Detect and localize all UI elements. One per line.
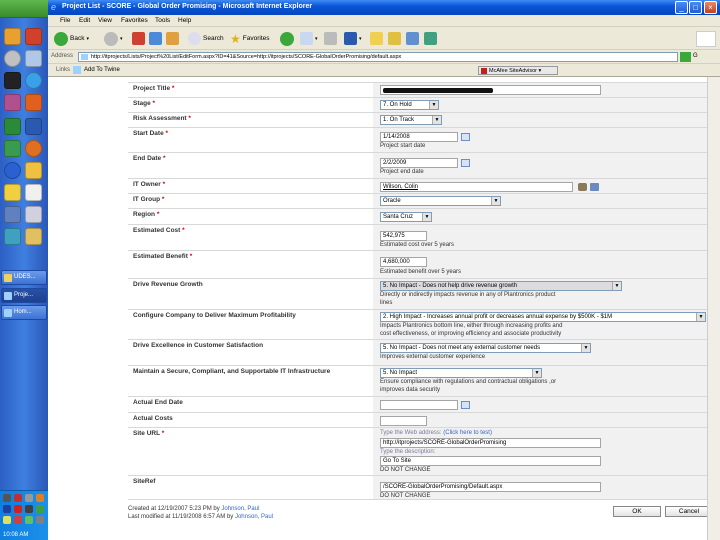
taskbar-button[interactable]: Hom...: [1, 305, 47, 320]
toolbar: [48, 27, 720, 50]
field-description: Ensure compliance with regulations and contractual obligations ,or: [380, 379, 557, 385]
quick-launch-icon[interactable]: [25, 228, 42, 245]
quick-launch-icon[interactable]: [4, 50, 21, 67]
print-icon: [324, 32, 337, 45]
tray-icon[interactable]: [3, 505, 11, 513]
actual-costs-input[interactable]: [380, 416, 427, 426]
media-player-icon[interactable]: [4, 162, 21, 179]
field-it-owner: IT Owner * Wilson, Colin: [128, 178, 720, 193]
test-link[interactable]: (Click here to test): [443, 430, 492, 436]
tray-icon[interactable]: [14, 505, 22, 513]
tray-icon[interactable]: [3, 516, 11, 524]
quick-launch-icon[interactable]: [4, 184, 21, 201]
refresh-button[interactable]: [149, 30, 162, 47]
history-button[interactable]: [280, 30, 294, 47]
excellence-select[interactable]: 5. No Impact - Does not meet any external customer needs ▼: [380, 343, 591, 353]
field-description: Impacts Plantronics bottom line, either through increasing profits and: [380, 323, 563, 329]
calendar-icon[interactable]: [461, 159, 470, 167]
print-button[interactable]: [324, 30, 337, 47]
project-title-input[interactable]: [380, 85, 601, 95]
field-estimated-cost: Estimated Cost * 542,975 Estimated cost over 5 years: [128, 224, 720, 250]
links-label: Links: [56, 67, 71, 73]
check-names-icon[interactable]: [578, 183, 587, 191]
word-icon: [344, 32, 357, 45]
estimated-cost-input[interactable]: 542,975: [380, 231, 427, 241]
tray-icon[interactable]: [14, 516, 22, 524]
end-date-input[interactable]: 2/2/2009: [380, 158, 458, 168]
clock: 10:08 AM: [3, 532, 29, 538]
tray-icon[interactable]: [25, 505, 33, 513]
menu-edit[interactable]: Edit: [79, 17, 91, 24]
chevron-down-icon: ▼: [532, 369, 541, 377]
notes-button[interactable]: [370, 30, 383, 47]
field-description: Estimated cost over 5 years: [380, 242, 455, 248]
url-hint: Type the Web address: (Click here to test): [380, 430, 492, 436]
messenger-button[interactable]: [406, 30, 419, 47]
refresh-icon: [149, 32, 162, 45]
address-input[interactable]: http://itprojects/Lists/Project%20List/EditForm.aspx?ID=41&Source=http://itprojects/SCORE-GlobalOrderPromising/default.aspx: [78, 52, 678, 62]
revenue-select[interactable]: 5. No Impact - Does not help drive revenue growth ▼: [380, 281, 622, 291]
risk-select[interactable]: 1. On Track ▼: [380, 115, 442, 125]
created-by-link[interactable]: Johnson, Paul: [221, 506, 260, 512]
ie-icon: [4, 309, 12, 317]
ie-icon: [4, 292, 12, 300]
field-region: Region * Santa Cruz ▼: [128, 208, 720, 224]
calendar-icon[interactable]: [461, 401, 470, 409]
left-panel: [48, 77, 128, 540]
quick-launch-icon[interactable]: [4, 228, 21, 245]
created-modified-info: Created at 12/19/2007 5:23 PM by Johnson, Paul Last modified at 11/19/2008 6:57 AM by Johnson, Paul: [128, 506, 273, 520]
chevron-down-icon: ▼: [491, 197, 500, 205]
note-icon: [370, 32, 383, 45]
scrollbar[interactable]: [707, 77, 720, 540]
search-button[interactable]: Search: [188, 30, 224, 47]
favorites-button[interactable]: ★ Favorites: [230, 31, 270, 46]
tray-icon[interactable]: [3, 494, 11, 502]
excel-icon[interactable]: [4, 118, 21, 135]
chevron-down-icon: ▼: [612, 282, 621, 290]
field-estimated-benefit: Estimated Benefit * 4,680,000 Estimated benefit over 5 years: [128, 250, 720, 278]
siteref-input[interactable]: /SCORE-GlobalOrderPromising/Default.aspx: [380, 482, 601, 492]
chevron-down-icon: ▼: [429, 101, 438, 109]
taskbar-button-active[interactable]: Proje...: [1, 288, 47, 303]
go-label: G: [693, 53, 698, 59]
maximize-button[interactable]: □: [689, 1, 702, 14]
field-drive-excellence: Drive Excellence in Customer Satisfaction 5. No Impact - Does not meet any external customer needs ▼ Improves external customer experience: [128, 339, 720, 365]
start-date-input[interactable]: 1/14/2008: [380, 132, 458, 142]
menu-favorites[interactable]: Favorites: [121, 17, 148, 24]
links-bar: [48, 64, 720, 77]
browse-icon[interactable]: [590, 183, 599, 191]
home-button[interactable]: [166, 30, 179, 47]
field-description: lines: [380, 300, 393, 306]
mail-button[interactable]: ▾: [300, 30, 318, 47]
link-add-to-twine[interactable]: Add To Twine: [84, 67, 120, 73]
tray-icon[interactable]: [25, 494, 33, 502]
quick-launch-icon[interactable]: [4, 140, 21, 157]
minimize-button[interactable]: _: [675, 1, 688, 14]
forward-arrow-icon: [104, 32, 118, 46]
description-hint: Type the description:: [380, 449, 436, 455]
address-bar: [48, 50, 720, 64]
firefox-icon[interactable]: [25, 140, 42, 157]
back-button[interactable]: Back ▾: [54, 30, 89, 47]
cancel-button[interactable]: Cancel: [665, 506, 713, 517]
calendar-icon[interactable]: [461, 133, 470, 141]
field-configure-profitability: Configure Company to Deliver Maximum Profitability 2. High Impact - Increases annual profit or decreases annual expense by $500K - $1M ▼ Impacts Plantronics bottom line, either through increasing profits and cost effectiveness, or improving efficiency and associate productivity: [128, 309, 720, 339]
taskbar-button[interactable]: UDES...: [1, 270, 47, 285]
page-content: [48, 77, 720, 540]
quick-launch-icon[interactable]: [25, 72, 42, 89]
tray-icon[interactable]: [14, 494, 22, 502]
required-marker: *: [171, 85, 175, 92]
chevron-down-icon: ▼: [422, 213, 431, 221]
it-owner-input[interactable]: Wilson, Colin: [380, 182, 573, 192]
extension-icon: [424, 32, 437, 45]
chevron-down-icon: ▼: [432, 116, 441, 124]
windows-logo: [696, 31, 716, 47]
search-icon: [188, 32, 201, 45]
infrastructure-select[interactable]: 5. No Impact ▼: [380, 368, 542, 378]
ie-icon: e: [51, 2, 57, 12]
field-description: Estimated benefit over 5 years: [380, 269, 462, 275]
region-select[interactable]: Santa Cruz ▼: [380, 212, 432, 222]
quick-launch-icon[interactable]: [4, 206, 21, 223]
history-icon: [280, 32, 294, 46]
site-url-input[interactable]: http://itprojects/SCORE-GlobalOrderPromising: [380, 438, 601, 448]
star-icon: ★: [230, 31, 241, 46]
field-note: DO NOT CHANGE: [380, 493, 431, 499]
title-bar: Project List - SCORE - Global Order Promising - Microsoft Internet Explorer: [48, 0, 720, 15]
quick-launch-icon[interactable]: [25, 28, 42, 45]
field-project-title: Project Title *: [128, 82, 720, 97]
mcafee-icon: [481, 68, 487, 74]
stop-button[interactable]: [132, 30, 145, 47]
field-description: Directly or indirectly impacts revenue in any of Plantronics product: [380, 292, 556, 298]
edit-button[interactable]: ▾: [344, 30, 362, 47]
field-risk-assessment: Risk Assessment * 1. On Track ▼: [128, 112, 720, 127]
field-note: DO NOT CHANGE: [380, 467, 431, 473]
field-it-group: IT Group * Oracle ▼: [128, 193, 720, 208]
field-stage: Stage * 7. On Hold ▼: [128, 97, 720, 112]
close-button[interactable]: ×: [704, 1, 717, 14]
forward-button[interactable]: ▾: [104, 30, 123, 47]
field-drive-revenue-growth: Drive Revenue Growth 5. No Impact - Does not help drive revenue growth ▼ Directly or indirectly impacts revenue in any of Plantronics product lines: [128, 278, 720, 309]
quick-launch-icon[interactable]: [25, 184, 42, 201]
field-description: Project start date: [380, 143, 426, 149]
chevron-down-icon: ▼: [696, 313, 705, 321]
tray-icon[interactable]: [36, 505, 44, 513]
modified-by-link[interactable]: Johnson, Paul: [234, 514, 273, 520]
home-icon: [166, 32, 179, 45]
field-description: improves data security: [380, 387, 441, 393]
it-group-select[interactable]: Oracle ▼: [380, 196, 501, 206]
stop-icon: [132, 32, 145, 45]
research-icon: [388, 32, 401, 45]
menu-tools[interactable]: Tools: [155, 17, 171, 24]
chevron-down-icon: ▼: [581, 344, 590, 352]
start-button[interactable]: [0, 0, 48, 18]
field-actual-costs: Actual Costs: [128, 412, 720, 427]
field-description: cost effectiveness, or improving efficiency and associate productivity: [380, 331, 562, 337]
field-actual-end-date: Actual End Date: [128, 396, 720, 412]
research-button[interactable]: [388, 30, 401, 47]
go-button[interactable]: [680, 52, 691, 62]
link-icon: [73, 66, 81, 74]
menu-bar: [48, 15, 720, 27]
tray-icon[interactable]: [36, 494, 44, 502]
site-url-description-input[interactable]: Go To Site: [380, 456, 601, 466]
field-siteref: SiteRef /SCORE-GlobalOrderPromising/Default.aspx DO NOT CHANGE: [128, 475, 720, 500]
extension-button[interactable]: [424, 30, 437, 47]
address-label: Address: [51, 53, 74, 59]
quick-launch-icon[interactable]: [25, 50, 42, 67]
mail-icon: [300, 32, 313, 45]
word-icon[interactable]: [25, 118, 42, 135]
mcafee-siteadvisor[interactable]: McAfee SiteAdvisor ▾: [478, 66, 558, 75]
page-icon: [81, 54, 88, 60]
quick-launch-icon[interactable]: [25, 94, 42, 111]
messenger-icon: [406, 32, 419, 45]
folder-icon: [4, 274, 12, 282]
field-site-url: Site URL * Type the Web address: (Click here to test) http://itprojects/SCORE-GlobalOrderPromising Type the description: Go To Site DO NOT CHANGE: [128, 427, 720, 475]
menu-help[interactable]: Help: [178, 17, 192, 24]
configure-select[interactable]: 2. High Impact - Increases annual profit or decreases annual expense by $500K - $1M ▼: [380, 312, 706, 322]
redacted-text: [383, 88, 493, 93]
menu-file[interactable]: File: [60, 17, 71, 24]
field-description: Project end date: [380, 169, 424, 175]
field-maintain-infrastructure: Maintain a Secure, Compliant, and Supportable IT Infrastructure 5. No Impact ▼ Ensure compliance with regulations and contractual obligations ,or improves data security: [128, 365, 720, 396]
tray-icon[interactable]: [25, 516, 33, 524]
estimated-benefit-input[interactable]: 4,680,000: [380, 257, 427, 267]
quick-launch-icon[interactable]: [4, 28, 21, 45]
field-end-date: End Date * 2/2/2009 Project end date: [128, 152, 720, 178]
actual-end-date-input[interactable]: [380, 400, 458, 410]
ok-button[interactable]: OK: [613, 506, 661, 517]
quick-launch-icon[interactable]: [25, 206, 42, 223]
quick-launch-icon[interactable]: [4, 72, 21, 89]
stage-select[interactable]: 7. On Hold ▼: [380, 100, 439, 110]
field-description: Improves external customer experience: [380, 354, 486, 360]
quick-launch-icon[interactable]: [4, 94, 21, 111]
field-start-date: Start Date * 1/14/2008 Project start date: [128, 127, 720, 152]
quick-launch-icon[interactable]: [25, 162, 42, 179]
back-arrow-icon: [54, 32, 68, 46]
tray-icon[interactable]: [36, 516, 44, 524]
menu-view[interactable]: View: [98, 17, 112, 24]
